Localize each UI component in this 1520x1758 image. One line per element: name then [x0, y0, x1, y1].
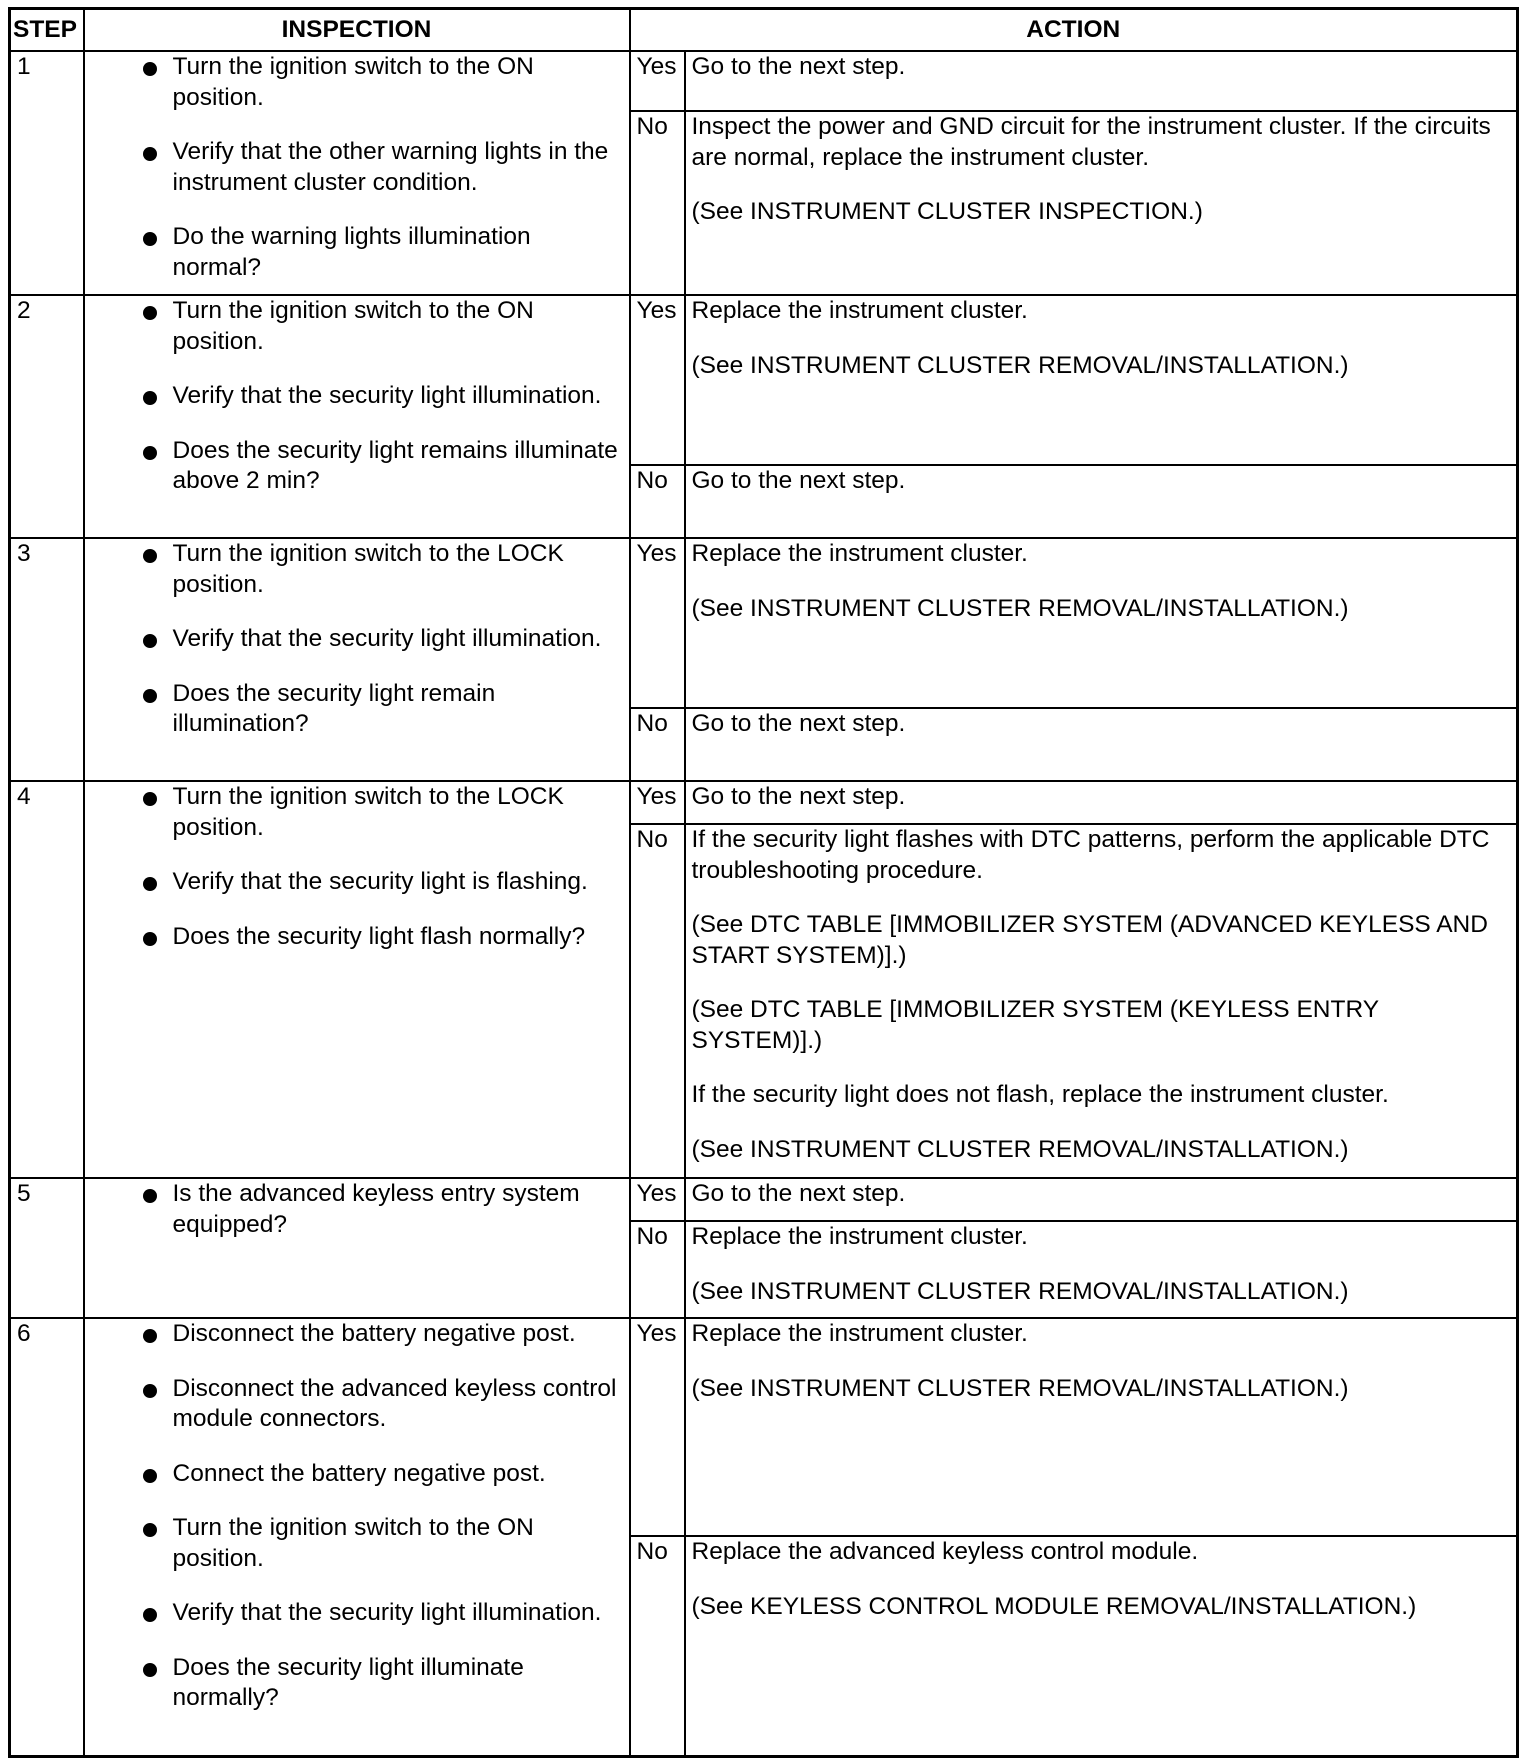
yes-action-cell [685, 51, 1518, 111]
yes-action-cell [685, 1178, 1518, 1221]
action-text: (See INSTRUMENT CLUSTER REMOVAL/INSTALLATION.) [691, 1374, 1349, 1402]
inspection-item: Verify that the security light is flashing. [91, 867, 623, 898]
action-text: Replace the instrument cluster. [691, 1223, 1028, 1250]
inspection-header: INSPECTION [84, 9, 630, 52]
no-label: No [630, 824, 685, 1178]
action-text: (See INSTRUMENT CLUSTER REMOVAL/INSTALLATION.) [691, 594, 1349, 622]
no-action-cell [685, 465, 1518, 538]
action-text: Go to the next step. [691, 1180, 906, 1207]
inspection-item: Turn the ignition switch to the ON position. [91, 1513, 623, 1574]
action-text: (See INSTRUMENT CLUSTER REMOVAL/INSTALLATION.) [691, 351, 1349, 379]
inspection-item: Does the security light remains illuminate above 2 min? [91, 436, 623, 497]
yes-label: Yes [630, 295, 685, 465]
yes-action-cell [685, 538, 1518, 708]
step-row-3-yes [10, 538, 1518, 708]
yes-label: Yes [630, 51, 685, 111]
action-text: (See DTC TABLE [IMMOBILIZER SYSTEM (KEYLESS ENTRY SYSTEM)].) [691, 996, 1379, 1054]
inspection-item: Disconnect the battery negative post. [91, 1319, 623, 1350]
yes-action-cell [685, 295, 1518, 465]
yes-label: Yes [630, 781, 685, 824]
inspection-item: Verify that the security light illumination. [91, 1598, 623, 1629]
yes-action-cell [685, 1318, 1518, 1536]
no-label: No [630, 708, 685, 781]
yes-action-cell [685, 781, 1518, 824]
inspection-cell [84, 781, 630, 1178]
action-text: Replace the instrument cluster. [691, 540, 1028, 567]
inspection-item: Verify that the other warning lights in the instrument cluster condition. [91, 137, 623, 198]
no-label: No [630, 1221, 685, 1318]
inspection-item: Is the advanced keyless entry system equipped? [91, 1179, 623, 1240]
no-action-cell [685, 111, 1518, 295]
action-text: Inspect the power and GND circuit for the instrument cluster. If the circuits are normal, replace the instrument cluster. [691, 113, 1491, 171]
step-row-6-yes [10, 1318, 1518, 1536]
action-text: Go to the next step. [691, 53, 906, 80]
step-row-2-yes [10, 295, 1518, 465]
inspection-item: Verify that the security light illumination. [91, 381, 623, 412]
step-row-5-yes [10, 1178, 1518, 1221]
inspection-cell [84, 51, 630, 295]
step-row-4-yes [10, 781, 1518, 824]
yes-label: Yes [630, 1178, 685, 1221]
yes-label: Yes [630, 1318, 685, 1536]
header-row [10, 9, 1518, 52]
step-row-1-yes [10, 51, 1518, 111]
inspection-item: Turn the ignition switch to the ON position. [91, 296, 623, 357]
action-text: (See INSTRUMENT CLUSTER INSPECTION.) [691, 198, 1203, 225]
action-text: (See INSTRUMENT CLUSTER REMOVAL/INSTALLATION.) [691, 1135, 1349, 1163]
action-text: Go to the next step. [691, 710, 906, 737]
inspection-cell [84, 295, 630, 538]
no-action-cell [685, 708, 1518, 781]
inspection-item: Turn the ignition switch to the ON position. [91, 52, 623, 113]
step-number: 1 [10, 51, 84, 295]
inspection-item: Turn the ignition switch to the LOCK position. [91, 539, 623, 600]
troubleshooting-table [8, 7, 1519, 1758]
inspection-item: Verify that the security light illumination. [91, 624, 623, 655]
inspection-item: Connect the battery negative post. [91, 1459, 623, 1490]
step-number: 2 [10, 295, 84, 538]
action-text: Go to the next step. [691, 783, 906, 810]
step-number: 6 [10, 1318, 84, 1756]
action-header: ACTION [630, 9, 1518, 52]
inspection-item: Does the security light illuminate normally? [91, 1653, 623, 1714]
no-action-cell [685, 1221, 1518, 1318]
action-text: Replace the instrument cluster. [691, 1320, 1028, 1347]
no-label: No [630, 1536, 685, 1756]
no-label: No [630, 465, 685, 538]
action-text: Replace the instrument cluster. [691, 297, 1028, 324]
action-text: Replace the advanced keyless control module. [691, 1538, 1199, 1565]
action-text: (See DTC TABLE [IMMOBILIZER SYSTEM (ADVANCED KEYLESS AND START SYSTEM)].) [691, 911, 1488, 969]
step-number: 5 [10, 1178, 84, 1318]
inspection-item: Do the warning lights illumination normal? [91, 222, 623, 283]
no-label: No [630, 111, 685, 295]
action-text: Go to the next step. [691, 467, 906, 494]
step-number: 4 [10, 781, 84, 1178]
inspection-item: Turn the ignition switch to the LOCK position. [91, 782, 623, 843]
inspection-cell [84, 1178, 630, 1318]
no-action-cell [685, 824, 1518, 1178]
action-text: If the security light does not flash, replace the instrument cluster. [691, 1081, 1389, 1108]
yes-label: Yes [630, 538, 685, 708]
inspection-item: Does the security light remain illumination? [91, 679, 623, 740]
inspection-item: Does the security light flash normally? [91, 922, 623, 953]
inspection-item: Disconnect the advanced keyless control module connectors. [91, 1374, 623, 1435]
step-header: STEP [10, 9, 84, 52]
inspection-cell [84, 1318, 630, 1756]
action-text: If the security light flashes with DTC patterns, perform the applicable DTC troubleshooting procedure. [691, 826, 1490, 884]
no-action-cell [685, 1536, 1518, 1756]
inspection-cell [84, 538, 630, 781]
action-text: (See KEYLESS CONTROL MODULE REMOVAL/INSTALLATION.) [691, 1592, 1417, 1620]
step-number: 3 [10, 538, 84, 781]
action-text: (See INSTRUMENT CLUSTER REMOVAL/INSTALLATION.) [691, 1277, 1349, 1305]
